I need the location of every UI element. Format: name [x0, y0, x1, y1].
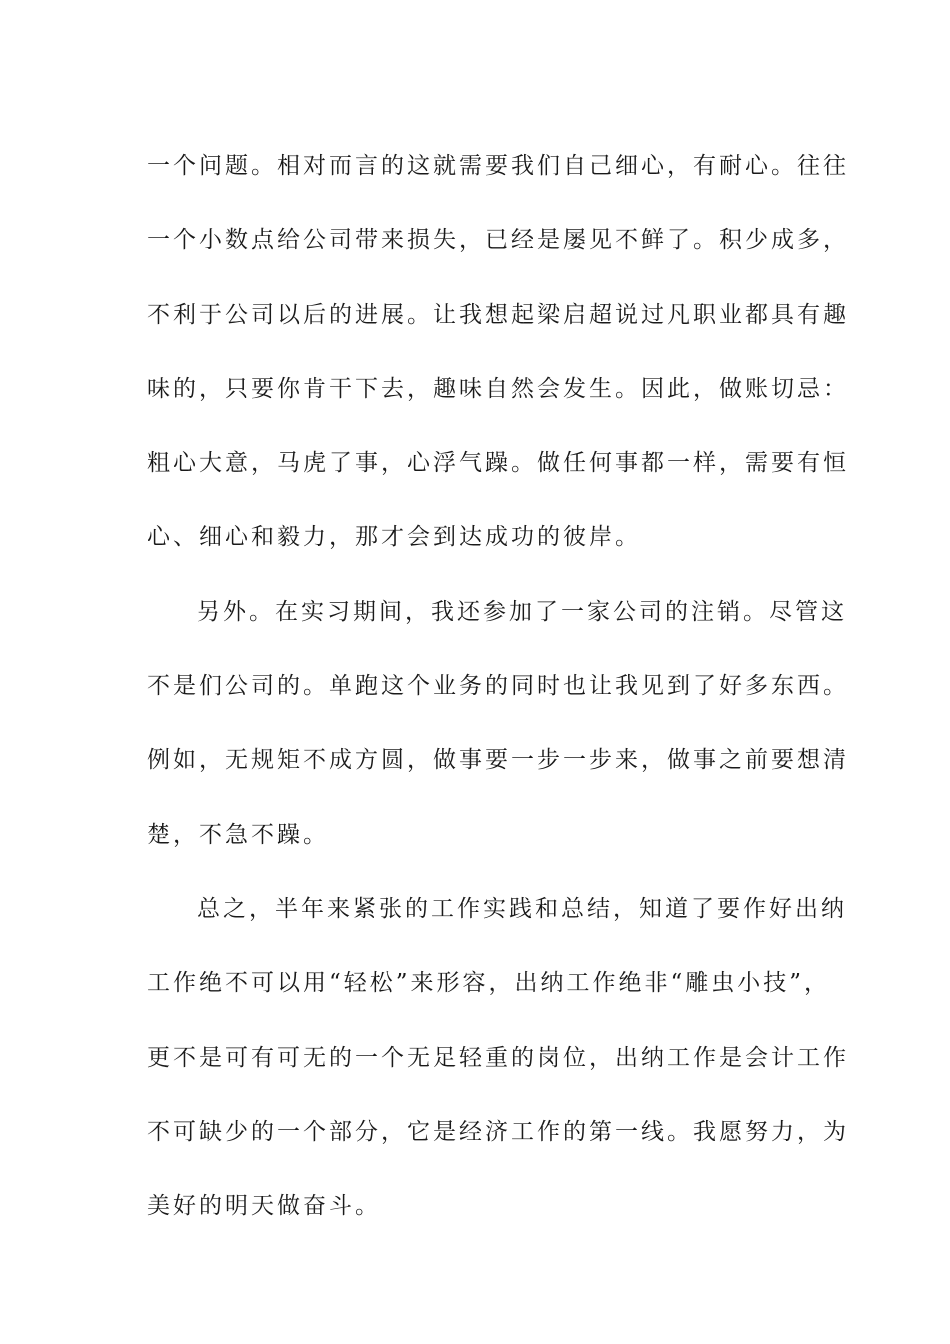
text-line: 味的，只要你肯干下去，趣味自然会发生。因此，做账切忌：: [147, 375, 849, 402]
text-line: 不利于公司以后的进展。让我想起梁启超说过凡职业都具有趣: [147, 301, 849, 328]
paragraph-start-line: 总之，半年来紧张的工作实践和总结，知道了要作好出纳: [197, 895, 847, 922]
text-line: 楚，不急不躁。: [147, 821, 329, 848]
text-line: 美好的明天做奋斗。: [147, 1193, 381, 1220]
text-line: 不是们公司的。单跑这个业务的同时也让我见到了好多东西。: [147, 673, 849, 700]
paragraph-start-line: 另外。在实习期间，我还参加了一家公司的注销。尽管这: [197, 598, 847, 625]
text-line: 粗心大意，马虎了事，心浮气躁。做任何事都一样，需要有恒: [147, 450, 849, 477]
text-line: 更不是可有可无的一个无足轻重的岗位，出纳工作是会计工作: [147, 1044, 849, 1071]
text-line: 一个问题。相对而言的这就需要我们自己细心，有耐心。往往: [147, 153, 849, 179]
text-line: 不可缺少的一个部分，它是经济工作的第一线。我愿努力，为: [147, 1118, 849, 1145]
text-line: 一个小数点给公司带来损失，已经是屡见不鲜了。积少成多，: [147, 227, 849, 254]
text-line: 工作绝不可以用“轻松”来形容，出纳工作绝非“雕虫小技”，: [147, 970, 831, 997]
body-text: [147, 129, 849, 1243]
text-line: 例如，无规矩不成方圆，做事要一步一步来，做事之前要想清: [147, 747, 849, 774]
text-line: 心、细心和毅力，那才会到达成功的彼岸。: [147, 524, 641, 551]
